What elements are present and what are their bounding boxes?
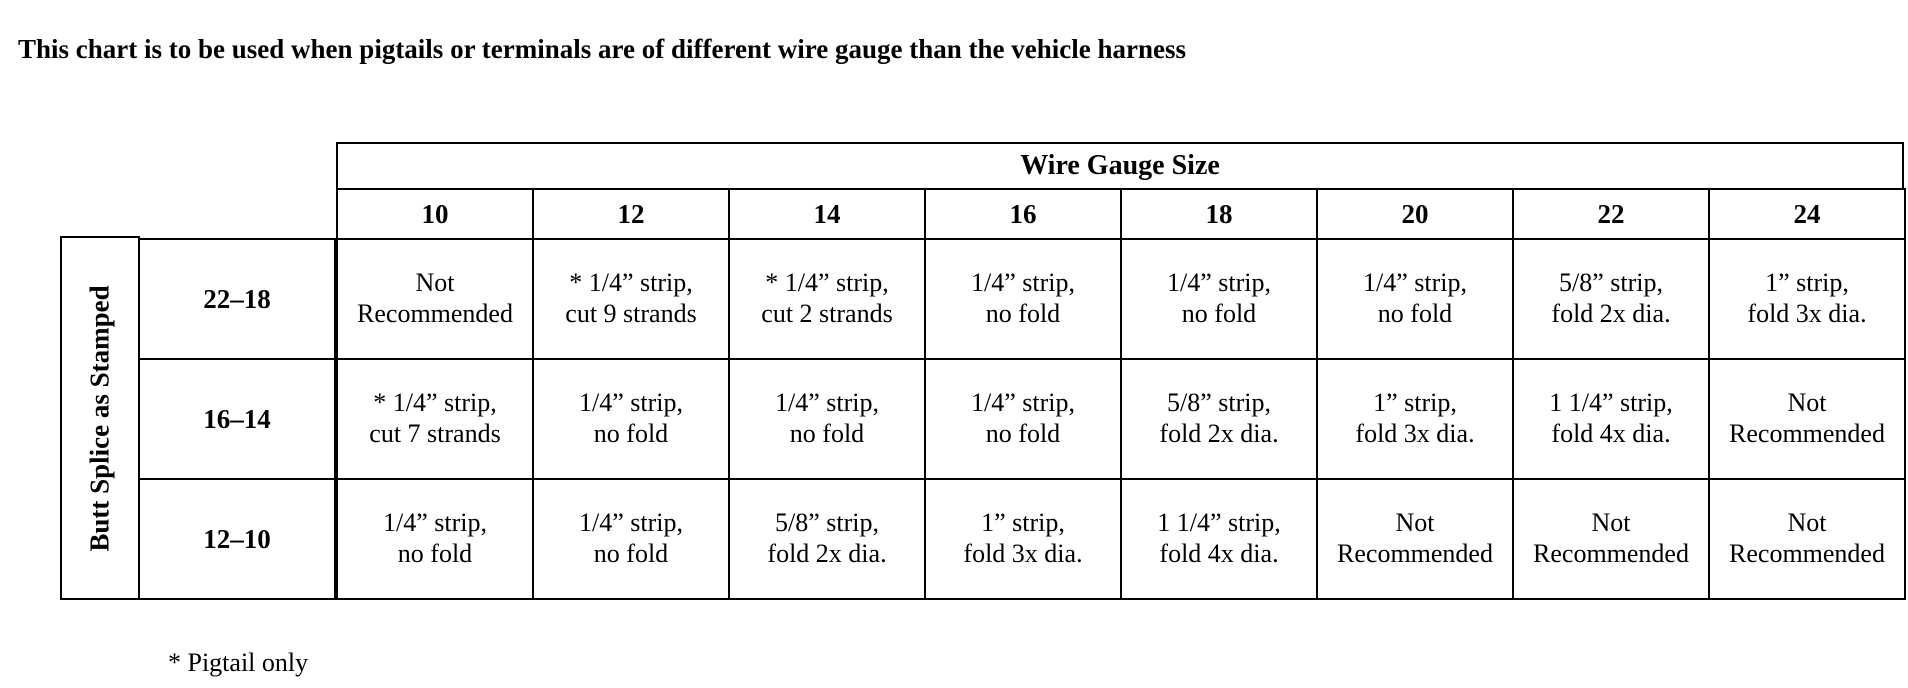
table-cell: [1708, 478, 1906, 600]
table-cell: [1708, 358, 1906, 480]
cell-text: [579, 388, 683, 449]
cell-line: 5/8” strip,: [1167, 388, 1271, 418]
table-cell: [532, 358, 730, 480]
cell-line: Not: [1591, 508, 1631, 538]
cell-line: Recommended: [1337, 539, 1493, 568]
cell-line: * 1/4” strip,: [569, 268, 693, 298]
cell-line: no fold: [985, 299, 1061, 328]
cell-line: Recommended: [357, 299, 513, 328]
table-cell: [1316, 478, 1514, 600]
table-cell: [336, 478, 534, 600]
table-cell: [924, 478, 1122, 600]
table-cell: [1512, 478, 1710, 600]
cell-text: [1533, 508, 1689, 569]
table-cell: [1512, 358, 1710, 480]
cell-text: [1363, 268, 1467, 329]
cell-line: fold 3x dia.: [963, 539, 1083, 568]
cell-text: [963, 508, 1082, 569]
table-cell: [1316, 238, 1514, 360]
cell-text: [357, 268, 513, 329]
column-header-14: 14: [728, 188, 926, 240]
table-cell: [924, 358, 1122, 480]
cell-line: 1/4” strip,: [775, 388, 879, 418]
cell-text: [1337, 508, 1493, 569]
cell-line: fold 3x dia.: [1355, 419, 1475, 448]
cell-text: [565, 268, 696, 329]
table-cell: [1316, 358, 1514, 480]
cell-text: [383, 508, 487, 569]
column-header-24: 24: [1708, 188, 1906, 240]
table-cell: [1120, 478, 1318, 600]
table-cell: [336, 238, 534, 360]
table-cell: [532, 238, 730, 360]
cell-line: no fold: [1181, 299, 1257, 328]
cell-text: [369, 388, 500, 449]
cell-line: fold 3x dia.: [1747, 299, 1867, 328]
cell-line: no fold: [985, 419, 1061, 448]
cell-line: fold 4x dia.: [1159, 539, 1279, 568]
cell-line: Recommended: [1729, 539, 1885, 568]
cell-text: [1549, 388, 1673, 449]
cell-line: 1 1/4” strip,: [1157, 508, 1281, 538]
cell-text: [1355, 388, 1474, 449]
cell-line: 1/4” strip,: [579, 508, 683, 538]
column-header-20: 20: [1316, 188, 1514, 240]
row-header-16–14: 16–14: [138, 358, 336, 480]
column-header-16: 16: [924, 188, 1122, 240]
table-cell: [532, 478, 730, 600]
cell-line: no fold: [593, 539, 669, 568]
cell-line: fold 2x dia.: [767, 539, 887, 568]
cell-text: [1729, 388, 1885, 449]
cell-line: no fold: [397, 539, 473, 568]
cell-line: 1” strip,: [1373, 388, 1457, 418]
row-group-header-label: Butt Splice as Stamped: [84, 284, 115, 552]
cell-text: [579, 508, 683, 569]
cell-text: [1157, 508, 1281, 569]
cell-line: Recommended: [1729, 419, 1885, 448]
cell-line: Not: [415, 268, 455, 298]
splice-chart-table: [60, 142, 1885, 623]
cell-line: 1/4” strip,: [971, 388, 1075, 418]
cell-line: fold 4x dia.: [1551, 419, 1671, 448]
column-group-header-label: Wire Gauge Size: [1020, 150, 1220, 181]
table-cell: [1120, 358, 1318, 480]
cell-line: 1/4” strip,: [579, 388, 683, 418]
table-cell: [1708, 238, 1906, 360]
cell-line: fold 2x dia.: [1551, 299, 1671, 328]
cell-line: Not: [1395, 508, 1435, 538]
cell-text: [1747, 268, 1866, 329]
cell-text: [1167, 268, 1271, 329]
cell-text: [1159, 388, 1278, 449]
cell-text: [1551, 268, 1670, 329]
column-group-header: [336, 142, 1904, 190]
cell-line: 1” strip,: [1765, 268, 1849, 298]
column-header-18: 18: [1120, 188, 1318, 240]
cell-text: [1729, 508, 1885, 569]
table-cell: [336, 358, 534, 480]
cell-line: 1/4” strip,: [1167, 268, 1271, 298]
column-header-12: 12: [532, 188, 730, 240]
cell-line: cut 7 strands: [369, 419, 501, 448]
cell-line: fold 2x dia.: [1159, 419, 1279, 448]
cell-line: 1” strip,: [981, 508, 1065, 538]
table-cell: [728, 358, 926, 480]
cell-text: [775, 388, 879, 449]
cell-line: cut 2 strands: [761, 299, 893, 328]
footnote: * Pigtail only: [168, 648, 309, 677]
cell-line: 1 1/4” strip,: [1549, 388, 1673, 418]
table-cell: [924, 238, 1122, 360]
cell-line: 5/8” strip,: [1559, 268, 1663, 298]
cell-line: no fold: [1377, 299, 1453, 328]
cell-line: Not: [1787, 508, 1827, 538]
cell-line: no fold: [593, 419, 669, 448]
cell-text: [971, 388, 1075, 449]
row-header-12–10: 12–10: [138, 478, 336, 600]
column-header-22: 22: [1512, 188, 1710, 240]
cell-text: [761, 268, 892, 329]
cell-text: [767, 508, 886, 569]
cell-line: 1/4” strip,: [383, 508, 487, 538]
cell-line: cut 9 strands: [565, 299, 697, 328]
table-cell: [728, 478, 926, 600]
cell-line: 5/8” strip,: [775, 508, 879, 538]
table-cell: [1120, 238, 1318, 360]
cell-line: 1/4” strip,: [1363, 268, 1467, 298]
cell-line: Not: [1787, 388, 1827, 418]
cell-line: no fold: [789, 419, 865, 448]
row-header-22–18: 22–18: [138, 238, 336, 360]
column-header-10: 10: [336, 188, 534, 240]
cell-line: * 1/4” strip,: [765, 268, 889, 298]
cell-line: Recommended: [1533, 539, 1689, 568]
document-title: This chart is to be used when pigtails or terminals are of different wire gauge than the vehicle harness: [18, 34, 1186, 64]
table-cell: [728, 238, 926, 360]
cell-text: [971, 268, 1075, 329]
row-group-header: [60, 236, 140, 600]
cell-line: 1/4” strip,: [971, 268, 1075, 298]
table-cell: [1512, 238, 1710, 360]
cell-line: * 1/4” strip,: [373, 388, 497, 418]
